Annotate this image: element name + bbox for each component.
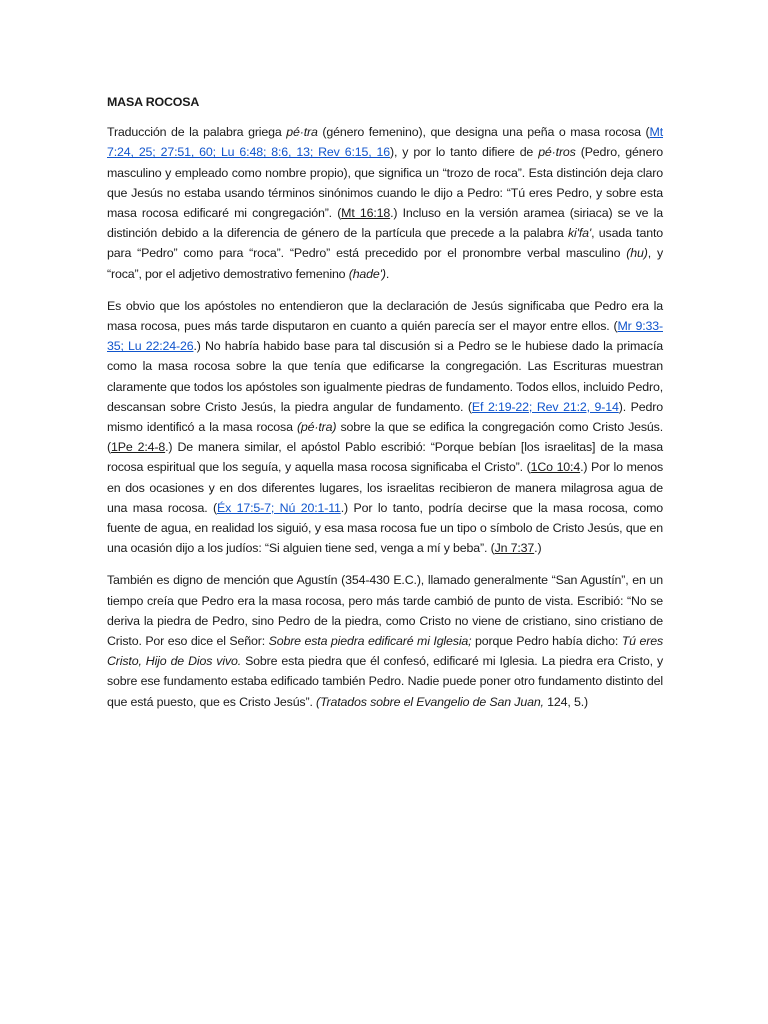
paragraph-3 <box>107 570 663 711</box>
text-segment: También es digno de mención que Agustín (354-430 E.C.), llamado generalmente “San Agustín”, en un tiempo creía que Pedro era la masa rocosa, pero más tarde cambió de punto de vista. Escribió: “No se deriva la piedra de Pedro, sino Pedro de la piedra, como Cristo no viene de cristiano, sino cristiano de Cristo. Por eso dice el Señor: <box>107 573 663 649</box>
quote-italic: Sobre esta piedra edificaré mi Iglesia; <box>268 634 472 649</box>
greek-term-petra: pé·tra <box>286 125 318 140</box>
document-title: MASA ROCOSA <box>107 95 200 109</box>
scripture-link-jn-7-37[interactable]: Jn 7:37 <box>494 541 535 556</box>
text-segment: (género femenino), que designa una peña o masa rocosa ( <box>317 125 650 140</box>
text-segment: ). Pedro mismo identificó a la masa rocosa <box>107 399 663 435</box>
term-hade: (hade') <box>348 266 386 281</box>
text-segment: . <box>385 266 390 281</box>
text-segment: , usada tanto para “Pedro” como para “roca”. “Pedro” está precedido por el pronombre verbal masculino <box>107 226 663 261</box>
text-segment: .) De manera similar, el apóstol Pablo escribió: “Porque bebían [los israelitas] de la masa rocosa espiritual que los seguía, y aquella masa rocosa significaba el Cristo”. ( <box>107 440 663 475</box>
text-segment: Sobre esta piedra que él confesó, edificaré mi Iglesia. La piedra era Cristo, y sobre ese fundamento estaba edificado también Pedro. Nadie puede poner otro fundamento distinto del que está puesto, que es Cristo Jesús”. <box>107 654 663 709</box>
text-segment: .) Por lo tanto, podría decirse que la masa rocosa, como fuente de agua, en realidad los siguió, y esa masa rocosa fue un tipo o símbolo de Cristo Jesús, que en una ocasión dijo a los judíos: “Si alguien tiene sed, venga a mí y beba”. ( <box>107 500 663 556</box>
text-segment: Traducción de la palabra griega <box>107 125 287 140</box>
text-segment: .) Por lo menos en dos ocasiones y en dos diferentes lugares, los israelitas recibieron de manera milagrosa agua de una masa rocosa. ( <box>107 460 664 515</box>
aramaic-term-kifa: ki'fa' <box>567 226 592 241</box>
paragraph-2 <box>107 296 663 559</box>
scripture-link-mr-9-33[interactable]: Mr 9:33-35; Lu 22:24-26 <box>107 319 663 354</box>
scripture-link-1pe-2-4[interactable]: 1Pe 2:4-8 <box>110 440 166 455</box>
document-body <box>107 92 663 724</box>
text-segment: porque Pedro había dicho: <box>471 634 622 649</box>
text-segment: .) No habría habido base para tal discusión si a Pedro se le hubiese dado la primacía como la masa rocosa sobre la que tenía que edificarse la congregación. Las Escrituras muestran claramente que todos los apóstoles son igualmente piedras de fundamento. Todos ellos, incluido Pedro, descansan sobre Cristo Jesús, la piedra angular de fundamento. ( <box>107 339 663 414</box>
text-segment: sobre la que se edifica la congregación como Cristo Jesús. ( <box>107 420 663 455</box>
text-segment: (Pedro, género masculino y empleado como nombre propio), que significa un “trozo de roca”. Esta distinción deja claro que Jesús no estaba usando términos sinónimos cuando le dijo a Pedro: “Tú eres Pedro, y sobre esta masa rocosa edificaré mi congregación”. ( <box>107 145 663 221</box>
text-segment: .) <box>534 541 542 556</box>
scripture-link-ef-2-19[interactable]: Ef 2:19-22; Rev 21:2, 9-14 <box>471 399 619 414</box>
text-segment: ), y por lo tanto difiere de <box>390 145 539 160</box>
greek-term-petra: (pé·tra) <box>296 420 337 435</box>
quote-italic: Tú eres Cristo, Hijo de Dios vivo. <box>107 634 663 669</box>
source-citation: (Tratados sobre el Evangelio de San Juan, <box>316 694 544 709</box>
scripture-link-mt-16-18[interactable]: Mt 16:18 <box>341 206 391 221</box>
greek-term-petros: pé·tros <box>538 145 576 160</box>
text-segment: , y “roca”, por el adjetivo demostrativo femenino <box>107 246 663 281</box>
scripture-link-1co-10-4[interactable]: 1Co 10:4 <box>530 460 581 475</box>
text-segment: .) Incluso en la versión aramea (siriaca) se ve la distinción debido a la diferencia de género de la partícula que precede a la palabra <box>107 206 663 241</box>
text-segment: Es obvio que los apóstoles no entendieron que la declaración de Jesús significaba que Pedro era la masa rocosa, pues más tarde disputaron en cuanto a quién parecía ser el mayor entre ellos. ( <box>107 298 663 334</box>
text-segment: 124, 5.) <box>543 694 588 709</box>
term-hu: (hu) <box>626 246 648 261</box>
paragraph-1 <box>107 122 663 284</box>
scripture-link-ex-17-5[interactable]: Éx 17:5-7; Nú 20:1-11 <box>216 500 341 515</box>
scripture-link-mt-7-24[interactable]: Mt 7:24, 25; 27:51, 60; Lu 6:48; 8:6, 13; Rev 6:15, 16 <box>107 125 663 160</box>
